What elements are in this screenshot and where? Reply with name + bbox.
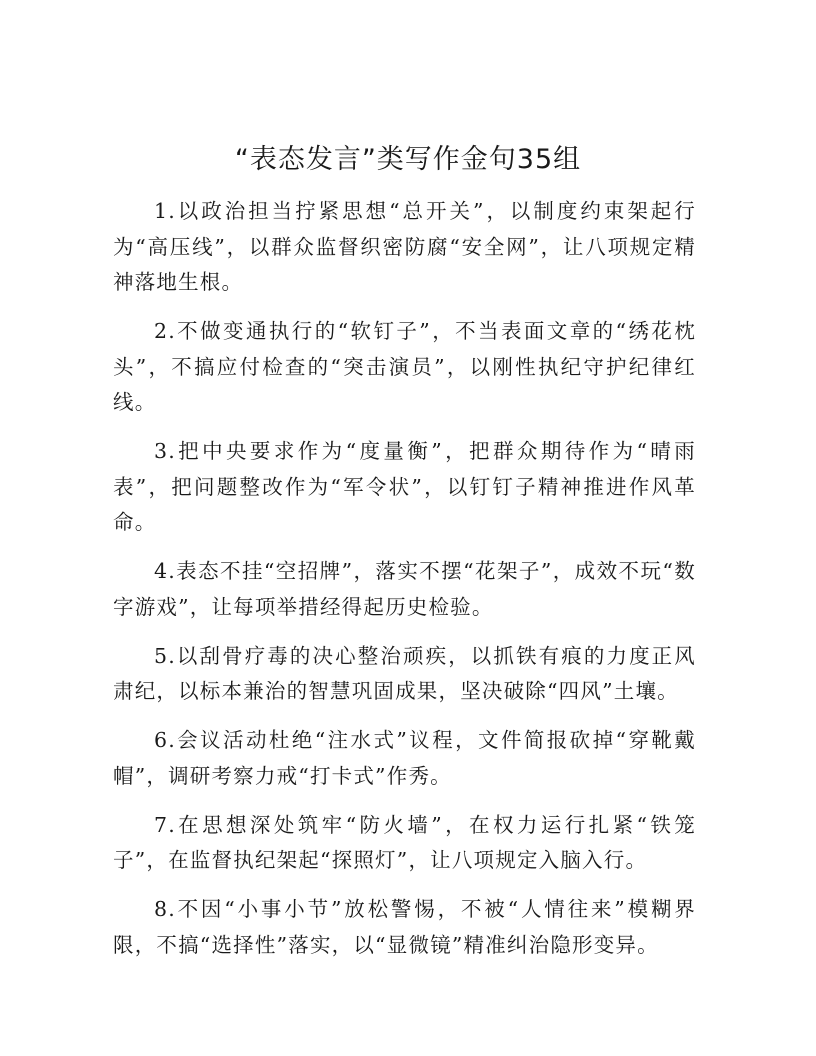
document-title: “表态发言”类写作金句35组 [234, 144, 582, 175]
paragraph-8: 8.不因“小事小节”放松警惕，不被“人情往来”模糊界限，不搞“选择性”落实，以“显微镜”精准纠治隐形变异。 [113, 897, 696, 957]
document-body [113, 194, 696, 977]
paragraph-7: 7.在思想深处筑牢“防火墙”，在权力运行扎紧“铁笼子”，在监督执纪架起“探照灯”，让八项规定入脑入行。 [113, 812, 696, 872]
paragraph-3: 3.把中央要求作为“度量衡”，把群众期待作为“晴雨表”，把问题整改作为“军令状”，以钉钉子精神推进作风革命。 [113, 439, 696, 534]
paragraph-1: 1.以政治担当拧紧思想“总开关”，以制度约束架起行为“高压线”，以群众监督织密防腐“安全网”，让八项规定精神落地生根。 [113, 199, 696, 294]
paragraph-6: 6.会议活动杜绝“注水式”议程，文件简报砍掉“穿靴戴帽”，调研考察力戒“打卡式”作秀。 [113, 728, 696, 788]
paragraph-4: 4.表态不挂“空招牌”，落实不摆“花架子”，成效不玩“数字游戏”，让每项举措经得起历史检验。 [113, 559, 696, 619]
paragraph-5: 5.以刮骨疗毒的决心整治顽疾，以抓铁有痕的力度正风肃纪，以标本兼治的智慧巩固成果，坚决破除“四风”土壤。 [113, 643, 696, 703]
paragraph-2: 2.不做变通执行的“软钉子”，不当表面文章的“绣花枕头”，不搞应付检查的“突击演员”，以刚性执纪守护纪律红线。 [113, 319, 696, 414]
